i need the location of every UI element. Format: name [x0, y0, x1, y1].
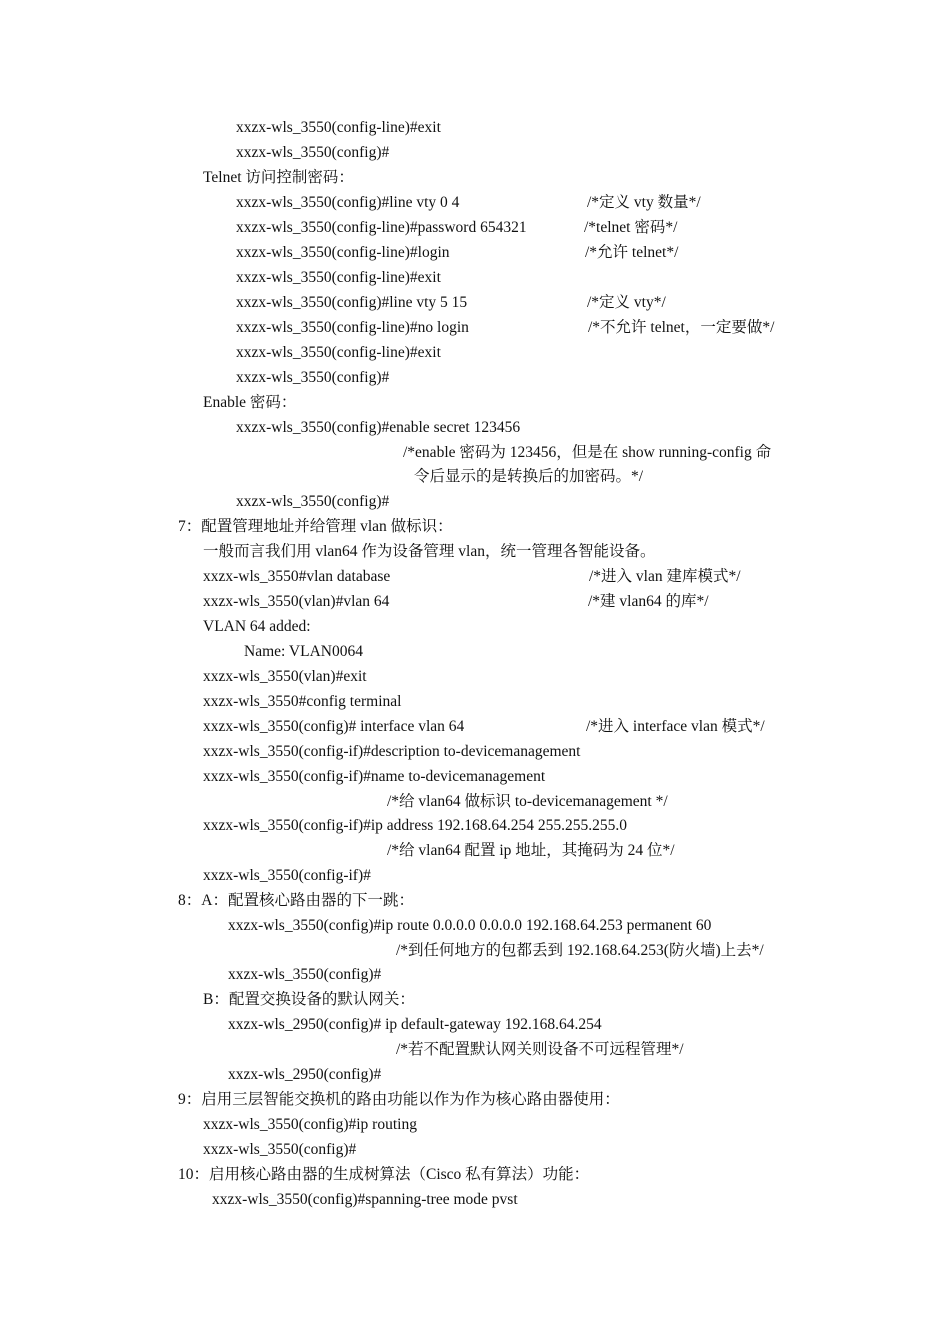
doc-line: xxzx-wls_3550(config)# interface vlan 64 [203, 718, 465, 735]
doc-line: xxzx-wls_3550(config)# [236, 144, 390, 161]
doc-line-comment: /*进入 vlan 建库模式*/ [589, 568, 741, 585]
doc-line: xxzx-wls_3550(vlan)#vlan 64 [203, 593, 390, 610]
doc-line: VLAN 64 added: [203, 618, 311, 635]
doc-line: xxzx-wls_3550(config-line)#exit [236, 344, 441, 361]
doc-line: 8：A：配置核心路由器的下一跳： [178, 892, 414, 909]
doc-line: xxzx-wls_3550(config)#spanning-tree mode pvst [212, 1191, 518, 1208]
doc-line: xxzx-wls_3550(config)# [236, 493, 390, 510]
doc-line: xxzx-wls_2950(config)# ip default-gateway 192.168.64.254 [228, 1016, 602, 1033]
doc-line-comment: /*telnet 密码*/ [584, 219, 678, 236]
doc-line: /*若不配置默认网关则设备不可远程管理*/ [396, 1041, 684, 1058]
doc-line: xxzx-wls_3550(config-line)#exit [236, 269, 441, 286]
doc-line: xxzx-wls_3550(config-if)#description to-devicemanagement [203, 743, 581, 760]
doc-line: xxzx-wls_3550(config)#line vty 5 15 [236, 294, 468, 311]
doc-line: B：配置交换设备的默认网关： [203, 991, 415, 1008]
doc-line-comment: /*定义 vty*/ [587, 294, 666, 311]
doc-line: Telnet 访问控制密码： [203, 169, 354, 186]
doc-line: 一般而言我们用 vlan64 作为设备管理 vlan，统一管理各智能设备。 [203, 543, 656, 560]
doc-line: 9：启用三层智能交换机的路由功能以作为作为核心路由器使用： [178, 1091, 620, 1108]
doc-line-comment: /*允许 telnet*/ [585, 244, 679, 261]
doc-line: xxzx-wls_3550(config)#ip routing [203, 1116, 417, 1133]
doc-line: Name: VLAN0064 [244, 643, 363, 660]
doc-line-comment: /*建 vlan64 的库*/ [588, 593, 709, 610]
doc-line: xxzx-wls_3550(config)# [203, 1141, 357, 1158]
doc-line: Enable 密码： [203, 394, 297, 411]
doc-line: xxzx-wls_3550(config)#enable secret 123456 [236, 419, 521, 436]
doc-line: xxzx-wls_3550#config terminal [203, 693, 402, 710]
doc-line: xxzx-wls_3550(config-if)#ip address 192.168.64.254 255.255.255.0 [203, 817, 628, 834]
doc-line: 7：配置管理地址并给管理 vlan 做标识： [178, 518, 453, 535]
doc-line: xxzx-wls_3550(config-if)# [203, 867, 371, 884]
doc-line: xxzx-wls_3550#vlan database [203, 568, 391, 585]
doc-line: xxzx-wls_3550(config)#line vty 0 4 [236, 194, 460, 211]
doc-line-comment: /*不允许 telnet，一定要做*/ [588, 319, 775, 336]
doc-line: xxzx-wls_3550(config)#ip route 0.0.0.0 0.0.0.0 192.168.64.253 permanent 60 [228, 917, 712, 934]
doc-line: 令后显示的是转换后的加密码。*/ [414, 468, 644, 485]
doc-line: /*给 vlan64 做标识 to-devicemanagement */ [387, 793, 668, 810]
doc-line: /*给 vlan64 配置 ip 地址，其掩码为 24 位*/ [387, 842, 675, 859]
doc-line: xxzx-wls_3550(config-if)#name to-devicemanagement [203, 768, 546, 785]
doc-line: xxzx-wls_3550(config-line)#no login [236, 319, 469, 336]
doc-line-comment: /*进入 interface vlan 模式*/ [586, 718, 765, 735]
doc-line: xxzx-wls_3550(config-line)#login [236, 244, 450, 261]
doc-line: /*到任何地方的包都丢到 192.168.64.253(防火墙)上去*/ [396, 942, 764, 959]
doc-line-comment: /*定义 vty 数量*/ [587, 194, 701, 211]
doc-line: /*enable 密码为 123456，但是在 show running-config 命 [403, 444, 772, 461]
doc-line: xxzx-wls_2950(config)# [228, 1066, 382, 1083]
doc-line: xxzx-wls_3550(vlan)#exit [203, 668, 367, 685]
doc-line: xxzx-wls_3550(config-line)#exit [236, 119, 441, 136]
doc-line: 10：启用核心路由器的生成树算法（Cisco 私有算法）功能： [178, 1166, 590, 1183]
doc-line: xxzx-wls_3550(config)# [228, 966, 382, 983]
doc-line: xxzx-wls_3550(config-line)#password 654321 [236, 219, 527, 236]
doc-line: xxzx-wls_3550(config)# [236, 369, 390, 386]
